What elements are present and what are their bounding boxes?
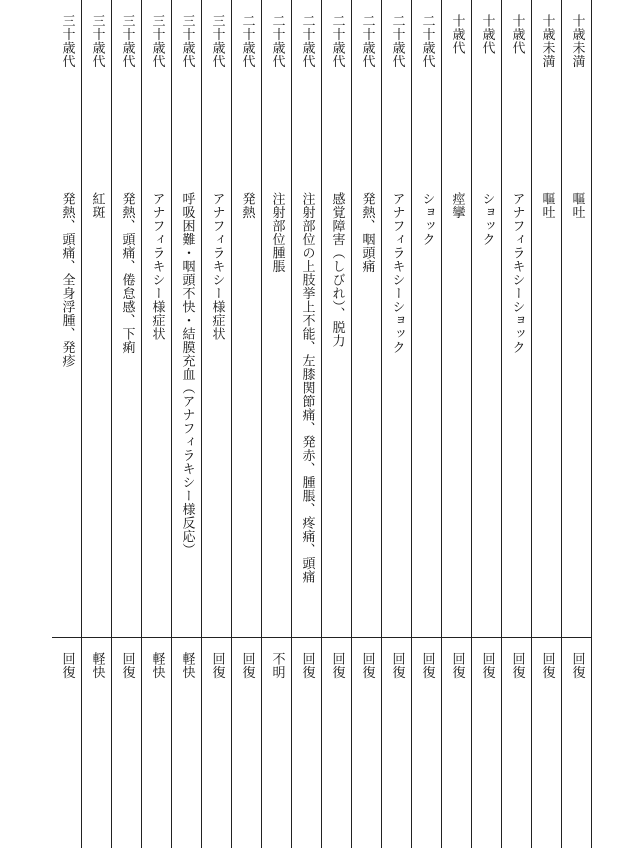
symptom-cell-text: 嘔吐 bbox=[569, 192, 585, 219]
age-cell-text: 二十歳代 bbox=[329, 14, 345, 68]
symptom-cell bbox=[262, 192, 292, 273]
age-cell-text: 二十歳代 bbox=[299, 14, 315, 68]
symptom-cell-text: 注射部位腫脹 bbox=[269, 192, 285, 273]
age-cell bbox=[562, 14, 592, 68]
table-row bbox=[292, 0, 322, 848]
outcome-cell-text: 回復 bbox=[479, 652, 495, 679]
symptom-cell-text: 感覚障害（しびれ）、脱力 bbox=[329, 192, 345, 348]
table-row bbox=[262, 0, 292, 848]
symptom-cell bbox=[202, 192, 232, 341]
symptom-cell bbox=[232, 192, 262, 219]
outcome-cell-text: 回復 bbox=[419, 652, 435, 679]
symptom-cell-text: 嘔吐 bbox=[539, 192, 555, 219]
outcome-cell-text: 回復 bbox=[209, 652, 225, 679]
symptom-cell-text: 発熱、頭痛、全身浮腫、発疹 bbox=[59, 192, 75, 368]
age-cell-text: 二十歳代 bbox=[419, 14, 435, 68]
outcome-cell-text: 回復 bbox=[389, 652, 405, 679]
outcome-cell-text: 軽快 bbox=[149, 652, 165, 679]
outcome-cell-text: 回復 bbox=[329, 652, 345, 679]
symptom-cell-text: アナフィラキシーショック bbox=[509, 192, 525, 354]
age-cell-text: 二十歳代 bbox=[359, 14, 375, 68]
outcome-cell-text: 軽快 bbox=[179, 652, 195, 679]
table-row bbox=[82, 0, 112, 848]
age-cell bbox=[472, 14, 502, 55]
symptom-cell bbox=[172, 192, 202, 557]
symptom-cell-text: 注射部位の上肢挙上不能、左膝関節痛、発赤、腫脹、疼痛、頭痛 bbox=[299, 192, 315, 584]
symptom-cell bbox=[382, 192, 412, 354]
symptom-cell bbox=[142, 192, 172, 341]
age-cell-text: 三十歳代 bbox=[179, 14, 195, 68]
age-cell-text: 三十歳代 bbox=[119, 14, 135, 68]
outcome-cell bbox=[442, 652, 472, 679]
symptom-cell-text: 発熱、頭痛、倦怠感、下痢 bbox=[119, 192, 135, 354]
symptom-cell-text: アナフィラキシーショック bbox=[389, 192, 405, 354]
age-cell-text: 十歳代 bbox=[449, 14, 465, 55]
age-cell bbox=[352, 14, 382, 68]
age-cell bbox=[52, 14, 82, 68]
outcome-cell bbox=[172, 652, 202, 679]
age-cell-text: 三十歳代 bbox=[89, 14, 105, 68]
outcome-cell bbox=[112, 652, 142, 679]
age-cell bbox=[412, 14, 442, 68]
symptom-cell bbox=[82, 192, 112, 219]
outcome-cell-text: 回復 bbox=[299, 652, 315, 679]
table-row bbox=[532, 0, 562, 848]
symptom-cell-text: ショック bbox=[419, 192, 435, 246]
outcome-cell-text: 回復 bbox=[539, 652, 555, 679]
symptom-cell bbox=[472, 192, 502, 246]
outcome-cell-text: 回復 bbox=[359, 652, 375, 679]
age-cell-text: 二十歳代 bbox=[239, 14, 255, 68]
symptom-cell-text: 痙攣 bbox=[449, 192, 465, 219]
symptom-cell bbox=[532, 192, 562, 219]
outcome-cell bbox=[322, 652, 352, 679]
age-cell bbox=[322, 14, 352, 68]
outcome-cell bbox=[382, 652, 412, 679]
age-cell bbox=[202, 14, 232, 68]
outcome-cell-text: 回復 bbox=[59, 652, 75, 679]
age-cell-text: 二十歳代 bbox=[269, 14, 285, 68]
outcome-cell bbox=[202, 652, 232, 679]
age-cell bbox=[142, 14, 172, 68]
age-cell-text: 十歳未満 bbox=[539, 14, 555, 68]
symptom-cell-text: 紅斑 bbox=[89, 192, 105, 219]
table-row bbox=[112, 0, 142, 848]
age-cell bbox=[262, 14, 292, 68]
age-cell bbox=[442, 14, 472, 55]
table-row bbox=[382, 0, 412, 848]
table-row bbox=[172, 0, 202, 848]
outcome-cell-text: 回復 bbox=[449, 652, 465, 679]
outcome-cell bbox=[352, 652, 382, 679]
age-cell-text: 三十歳代 bbox=[59, 14, 75, 68]
symptom-cell-text: アナフィラキシー様症状 bbox=[209, 192, 225, 341]
outcome-cell-text: 回復 bbox=[509, 652, 525, 679]
outcome-cell bbox=[292, 652, 322, 679]
symptom-cell bbox=[412, 192, 442, 246]
symptom-cell bbox=[292, 192, 322, 584]
table-row bbox=[142, 0, 172, 848]
age-cell-text: 三十歳代 bbox=[209, 14, 225, 68]
table-row bbox=[412, 0, 442, 848]
outcome-cell bbox=[502, 652, 532, 679]
age-cell-text: 十歳未満 bbox=[569, 14, 585, 68]
symptom-cell bbox=[442, 192, 472, 219]
age-cell bbox=[532, 14, 562, 68]
age-cell bbox=[502, 14, 532, 55]
outcome-cell bbox=[262, 652, 292, 679]
symptom-cell bbox=[322, 192, 352, 348]
outcome-cell-text: 軽快 bbox=[89, 652, 105, 679]
age-cell-text: 十歳代 bbox=[509, 14, 525, 55]
symptom-cell bbox=[502, 192, 532, 354]
outcome-cell-text: 不明 bbox=[269, 652, 285, 679]
table-row bbox=[472, 0, 502, 848]
symptom-cell-text: ショック bbox=[479, 192, 495, 246]
symptom-cell bbox=[112, 192, 142, 354]
outcome-cell bbox=[472, 652, 502, 679]
outcome-cell bbox=[562, 652, 592, 679]
symptom-cell-text: 呼吸困難・咽頭不快・結膜充血（アナフィラキシー様反応） bbox=[179, 192, 195, 557]
table-row bbox=[562, 0, 592, 848]
outcome-cell bbox=[532, 652, 562, 679]
symptom-cell-text: 発熱、咽頭痛 bbox=[359, 192, 375, 273]
table-row bbox=[232, 0, 262, 848]
age-cell bbox=[292, 14, 322, 68]
outcome-cell bbox=[142, 652, 172, 679]
age-cell bbox=[112, 14, 142, 68]
symptom-cell bbox=[562, 192, 592, 219]
outcome-cell bbox=[412, 652, 442, 679]
table-row bbox=[322, 0, 352, 848]
symptom-cell bbox=[352, 192, 382, 273]
table-row bbox=[502, 0, 532, 848]
age-cell bbox=[232, 14, 262, 68]
table-row bbox=[352, 0, 382, 848]
age-cell-text: 二十歳代 bbox=[389, 14, 405, 68]
age-cell bbox=[382, 14, 412, 68]
outcome-cell-text: 回復 bbox=[239, 652, 255, 679]
age-cell bbox=[82, 14, 112, 68]
table-row bbox=[442, 0, 472, 848]
symptom-cell-text: 発熱 bbox=[239, 192, 255, 219]
age-cell-text: 十歳代 bbox=[479, 14, 495, 55]
table-row bbox=[52, 0, 82, 848]
age-cell-text: 三十歳代 bbox=[149, 14, 165, 68]
outcome-cell-text: 回復 bbox=[569, 652, 585, 679]
outcome-cell bbox=[52, 652, 82, 679]
age-cell bbox=[172, 14, 202, 68]
table-row bbox=[202, 0, 232, 848]
symptom-cell bbox=[52, 192, 82, 368]
outcome-cell bbox=[82, 652, 112, 679]
outcome-cell-text: 回復 bbox=[119, 652, 135, 679]
symptom-cell-text: アナフィラキシー様症状 bbox=[149, 192, 165, 341]
outcome-cell bbox=[232, 652, 262, 679]
